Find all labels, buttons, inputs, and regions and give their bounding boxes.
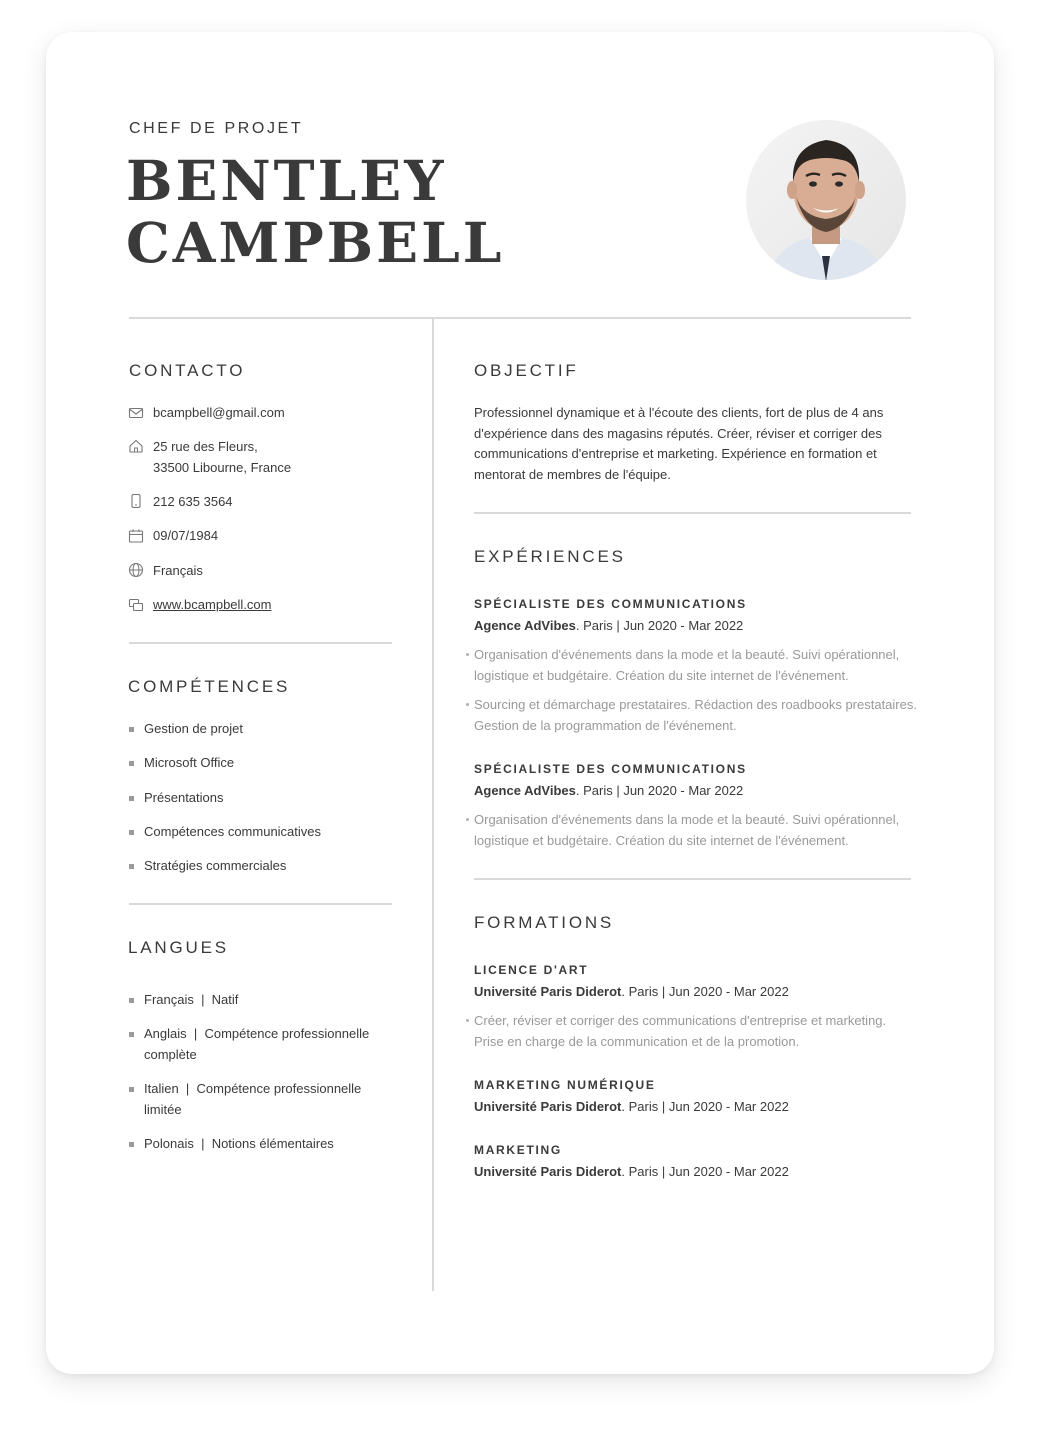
formation-org: Université Paris Diderot (474, 1099, 622, 1114)
formation-role: LICENCE D'ART (474, 963, 589, 977)
profile-photo (746, 116, 906, 281)
language-bullet (129, 1142, 134, 1147)
contact-address-line1: 25 rue des Fleurs, (153, 439, 258, 454)
skills-divider (129, 903, 392, 905)
experience-bullet (466, 653, 469, 656)
objective-divider (474, 512, 911, 514)
column-divider (432, 319, 434, 1291)
language-item: Français | Natif (144, 992, 239, 1007)
formation-details: . Paris | Jun 2020 - Mar 2022 (621, 1164, 789, 1179)
skill-item: Présentations (144, 790, 224, 805)
skill-bullet (129, 864, 134, 869)
resume-page (46, 32, 994, 1374)
objective-line: communications d'entreprise et marketing. Expérience en formation et (474, 446, 877, 461)
language-item-continued: complète (144, 1047, 197, 1062)
formation-org: Université Paris Diderot (474, 1164, 622, 1179)
experience-org: Agence AdVibes (474, 618, 576, 633)
experiences-title: EXPÉRIENCES (474, 547, 626, 566)
formation-meta (474, 1164, 789, 1179)
languages-title: LANGUES (128, 938, 229, 957)
calendar-icon (128, 528, 144, 544)
email-icon (128, 405, 144, 421)
experience-bullet-line: logistique et budgétaire. Création du site internet de l'événement. (474, 668, 849, 683)
experiences-divider (474, 878, 911, 880)
contact-divider (129, 642, 392, 644)
contact-birthdate: 09/07/1984 (153, 528, 219, 543)
last-name: CAMPBELL (126, 210, 505, 275)
formations-title: FORMATIONS (474, 913, 615, 932)
contact-address-line2: 33500 Libourne, France (153, 460, 292, 475)
experience-bullet-line: Gestion de la programmation de l'événement. (474, 718, 737, 733)
language-item: Anglais | Compétence professionnelle (144, 1026, 370, 1041)
experience-org: Agence AdVibes (474, 783, 576, 798)
skill-item: Compétences communicatives (144, 824, 322, 839)
skill-item: Microsoft Office (144, 755, 235, 770)
language-item-continued: limitée (144, 1102, 182, 1117)
objective-line: mentorat de membres de l'équipe. (474, 467, 671, 482)
skill-item: Stratégies commerciales (144, 858, 287, 873)
formation-bullet-line: Prise en charge de la communication et de la promotion. (474, 1034, 800, 1049)
globe-icon (128, 562, 144, 578)
experience-bullet-line: Organisation d'événements dans la mode et la beauté. Suivi opérationnel, (474, 647, 900, 662)
experience-meta (474, 618, 743, 633)
objective-title: OBJECTIF (474, 361, 579, 380)
contact-language: Français (153, 563, 203, 578)
language-bullet (129, 1087, 134, 1092)
formation-details: . Paris | Jun 2020 - Mar 2022 (621, 1099, 789, 1114)
skill-bullet (129, 796, 134, 801)
language-item: Polonais | Notions élémentaires (144, 1136, 334, 1151)
contact-website-link[interactable]: www.bcampbell.com (153, 597, 272, 612)
formation-details: . Paris | Jun 2020 - Mar 2022 (621, 984, 789, 999)
formation-role: MARKETING NUMÉRIQUE (474, 1078, 656, 1092)
objective-line: Professionnel dynamique et à l'écoute des clients, fort de plus de 4 ans (474, 405, 884, 420)
experience-role: SPÉCIALISTE DES COMMUNICATIONS (474, 597, 747, 611)
experience-bullet-line: Organisation d'événements dans la mode et la beauté. Suivi opérationnel, (474, 812, 900, 827)
formation-role: MARKETING (474, 1143, 562, 1157)
experience-details: . Paris | Jun 2020 - Mar 2022 (575, 618, 744, 633)
language-bullet (129, 998, 134, 1003)
experience-bullet-line: Sourcing et démarchage prestataires. Rédaction des roadbooks prestataires. (474, 697, 917, 712)
formation-meta (474, 984, 789, 999)
formation-bullet-line: Créer, réviser et corriger des communications d'entreprise et marketing. (474, 1013, 887, 1028)
formation-meta (474, 1099, 789, 1114)
language-bullet (129, 1032, 134, 1037)
experience-role: SPÉCIALISTE DES COMMUNICATIONS (474, 762, 747, 776)
objective-line: d'expérience dans des magasins réputés. Créer, réviser et corriger des (474, 426, 882, 441)
job-title: CHEF DE PROJET (129, 120, 304, 137)
experience-bullet (466, 818, 469, 821)
skill-bullet (129, 727, 134, 732)
phone-icon (128, 493, 144, 509)
skill-bullet (129, 761, 134, 766)
contact-phone[interactable]: 212 635 3564 (153, 494, 233, 509)
formation-bullet (466, 1019, 469, 1022)
skills-title: COMPÉTENCES (128, 677, 291, 696)
contact-title: CONTACTO (129, 361, 246, 380)
experience-bullet-line: logistique et budgétaire. Création du site internet de l'événement. (474, 833, 849, 848)
skill-item: Gestion de projet (144, 721, 244, 736)
language-item: Italien | Compétence professionnelle (144, 1081, 362, 1096)
formation-org: Université Paris Diderot (474, 984, 622, 999)
first-name: BENTLEY (126, 148, 447, 213)
home-icon (128, 438, 144, 454)
website-icon (128, 597, 144, 613)
experience-bullet (466, 703, 469, 706)
experience-meta (474, 783, 743, 798)
skill-bullet (129, 830, 134, 835)
contact-email[interactable]: bcampbell@gmail.com (153, 405, 285, 420)
header-divider (129, 317, 911, 319)
experience-details: . Paris | Jun 2020 - Mar 2022 (575, 783, 744, 798)
